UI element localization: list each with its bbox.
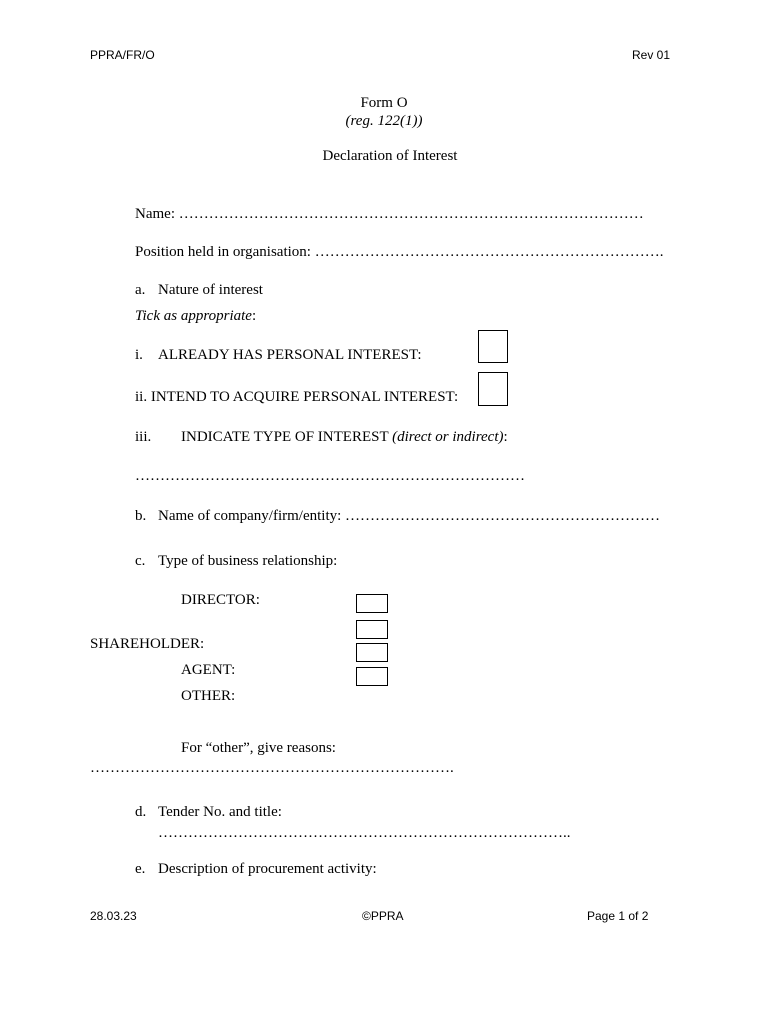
company-name-field[interactable]: ……………………………………………………… — [345, 508, 661, 524]
agent-checkbox[interactable] — [356, 643, 388, 662]
position-row — [135, 243, 663, 261]
interest-type-field[interactable]: …………………………………………………………………… — [135, 468, 525, 484]
director-label: DIRECTOR: — [181, 592, 260, 608]
header-revision: Rev 01 — [632, 48, 671, 62]
section-a-label: Nature of interest — [158, 282, 263, 298]
tender-field[interactable]: ……………………………………………………………………….. — [158, 825, 571, 841]
footer-copyright: ©PPRA — [362, 909, 404, 923]
item-ii-label: ii. INTEND TO ACQUIRE PERSONAL INTEREST: — [135, 389, 459, 405]
section-c-marker: c. — [135, 553, 146, 569]
other-reasons-label: For “other”, give reasons: — [181, 740, 336, 756]
section-b-marker: b. — [135, 508, 147, 524]
tick-instruction-text: Tick as appropriate — [135, 308, 252, 324]
footer-date: 28.03.23 — [90, 909, 137, 923]
item-i-label: ALREADY HAS PERSONAL INTEREST: — [158, 347, 422, 363]
item-iii-marker: iii. — [135, 429, 152, 445]
procurement-description-label: Description of procurement activity: — [158, 861, 377, 877]
shareholder-checkbox[interactable] — [356, 620, 388, 639]
other-label: OTHER: — [181, 688, 236, 704]
item-iii-label: INDICATE TYPE OF INTEREST — [181, 429, 393, 445]
header-doc-code: PPRA/FR/O — [90, 48, 155, 62]
name-row — [135, 205, 644, 223]
name-field[interactable]: ………………………………………………………………………………… — [178, 206, 644, 222]
intend-to-acquire-checkbox[interactable] — [478, 372, 508, 406]
section-c-label: Type of business relationship: — [158, 553, 338, 569]
form-heading: Declaration of Interest — [322, 148, 458, 164]
item-i-marker: i. — [135, 347, 143, 363]
company-name-label: Name of company/firm/entity: — [158, 508, 342, 524]
shareholder-label: SHAREHOLDER: — [90, 636, 205, 652]
position-field[interactable]: ……………………………………………………………. — [314, 244, 664, 260]
other-checkbox[interactable] — [356, 667, 388, 686]
form-regulation: (reg. 122(1)) — [345, 113, 423, 129]
tick-instruction-colon: : — [251, 308, 257, 324]
item-iii-row — [181, 428, 508, 446]
director-checkbox[interactable] — [356, 594, 388, 613]
item-iii-colon: : — [503, 429, 508, 445]
tick-instruction — [135, 307, 256, 325]
agent-label: AGENT: — [181, 662, 236, 678]
position-label: Position held in organisation: — [135, 244, 311, 260]
name-label: Name: — [135, 206, 175, 222]
section-a-marker: a. — [135, 282, 146, 298]
section-e-marker: e. — [135, 861, 146, 877]
footer-page-number: Page 1 of 2 — [587, 909, 649, 923]
item-iii-italic: (direct or indirect) — [392, 429, 504, 445]
section-b-row — [158, 507, 660, 525]
form-title: Form O — [360, 95, 408, 111]
section-d-marker: d. — [135, 804, 147, 820]
other-reasons-field[interactable]: ………………………………………………………………. — [90, 760, 454, 776]
tender-label: Tender No. and title: — [158, 804, 282, 820]
already-has-interest-checkbox[interactable] — [478, 330, 508, 363]
